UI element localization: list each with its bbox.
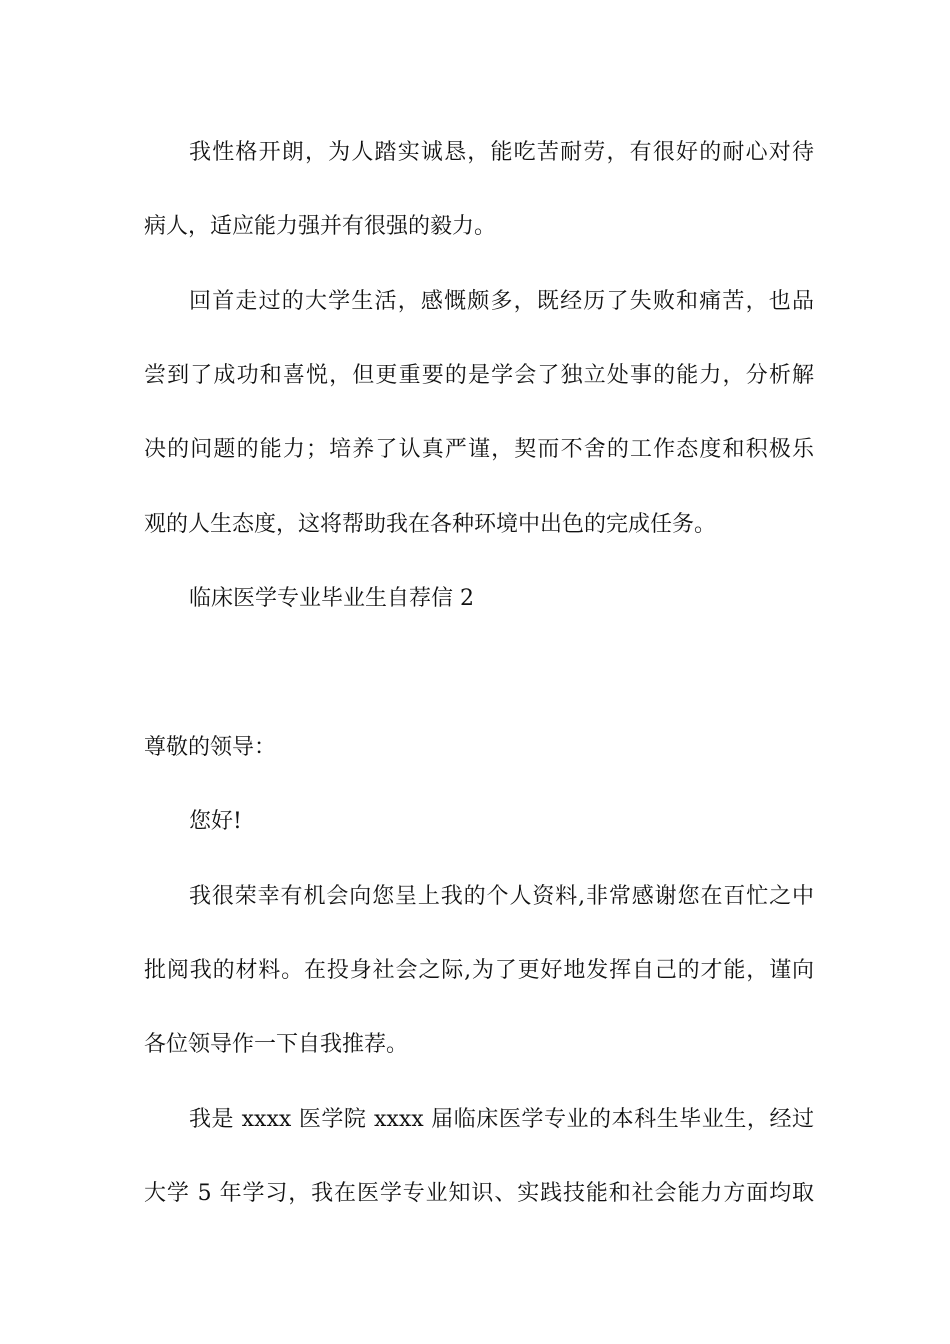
paragraph-line: 我很荣幸有机会向您呈上我的个人资料,非常感谢您在百忙之中	[189, 884, 814, 909]
section-heading: 临床医学专业毕业生自荐信 2	[189, 586, 474, 611]
paragraph-line: 我是 xxxx 医学院 xxxx 届临床医学专业的本科生毕业生，经过	[189, 1107, 814, 1132]
paragraph-line: 病人，适应能力强并有很强的毅力。	[144, 214, 497, 239]
paragraph-line: 回首走过的大学生活，感慨颇多，既经历了失败和痛苦，也品	[189, 289, 814, 314]
salutation: 尊敬的领导：	[144, 735, 277, 760]
paragraph-line: 批阅我的材料。在投身社会之际,为了更好地发挥自己的才能，谨向	[144, 958, 814, 983]
paragraph-line: 各位领导作一下自我推荐。	[144, 1032, 409, 1057]
paragraph-line: 观的人生态度，这将帮助我在各种环境中出色的完成任务。	[144, 512, 717, 537]
paragraph-line: 决的问题的能力；培养了认真严谨，契而不舍的工作态度和积极乐	[144, 437, 814, 462]
paragraph-line: 尝到了成功和喜悦，但更重要的是学会了独立处事的能力，分析解	[144, 363, 814, 388]
paragraph-line: 我性格开朗，为人踏实诚恳，能吃苦耐劳，有很好的耐心对待	[189, 140, 814, 165]
paragraph-line: 大学 5 年学习，我在医学专业知识、实践技能和社会能力方面均取	[144, 1181, 814, 1206]
greeting: 您好!	[189, 809, 242, 834]
